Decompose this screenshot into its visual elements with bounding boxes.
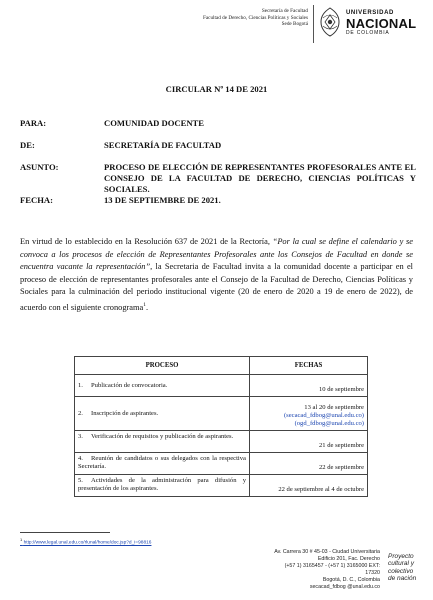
phone-extension: 17320 — [365, 569, 380, 576]
slogan-line: colectivo — [388, 567, 414, 575]
table-row — [75, 475, 368, 497]
de-value: SECRETARÍA DE FACULTAD — [104, 140, 222, 150]
para-label: PARA: — [20, 118, 47, 128]
proceso-cell — [75, 431, 250, 453]
fecha-text: 13 al 20 de septiembre — [304, 404, 364, 411]
address-line: Av. Carrera 30 # 45-03 - Ciudad Universitaria — [274, 549, 380, 555]
circular-title: CIRCULAR Nº 14 DE 2021 — [165, 84, 268, 94]
row-number: 2. — [78, 409, 83, 417]
table-row — [75, 375, 368, 397]
resolution-quote: “Por la cual se define el calendario y se convoca a los procesos de elección de Representantes Profesorales ante los Consejos de Facultad en donde se encuentra vacante la representación” — [20, 237, 413, 272]
table-header-row — [75, 357, 368, 375]
row-number: 3. — [78, 433, 83, 440]
university-logo — [346, 10, 431, 37]
fecha-label: FECHA: — [20, 195, 53, 205]
table-row — [75, 397, 368, 431]
city-line: Bogotá, D. C., Colombia — [322, 576, 380, 583]
fecha-text: 21 de septiembre — [318, 442, 364, 449]
footer-slogan — [388, 553, 432, 582]
proceso-text: Verificación de requisitos y publicación de aspirantes. — [91, 433, 234, 440]
proceso-text: Publicación de convocatoria. — [91, 381, 168, 389]
university-seal-icon — [317, 6, 343, 38]
row-number: 1. — [78, 381, 83, 389]
table-row — [75, 453, 368, 475]
office-header — [200, 8, 308, 28]
fecha-cell — [250, 453, 368, 475]
slogan-line: cultural y — [388, 560, 415, 568]
university-word: UNIVERSIDAD — [346, 10, 394, 16]
faculty-name: Facultad de Derecho, Ciencias Políticas y Sociales — [202, 14, 308, 21]
footnote-mark: 1 — [20, 537, 23, 542]
proceso-text: Reunión de candidatos o sus delegados con la respectiva Secretaría. — [78, 455, 246, 470]
email-link[interactable]: (ogd_fdbog@unal.edu.co) — [294, 420, 364, 427]
slogan-line: de nación — [388, 574, 417, 582]
campus-name: Sede Bogotá — [281, 21, 308, 28]
header-divider — [313, 5, 314, 43]
schedule-table — [74, 356, 368, 497]
fecha-cell — [250, 397, 368, 431]
de-label: DE: — [20, 140, 35, 150]
row-number: 5. — [78, 477, 83, 484]
proceso-cell — [75, 453, 250, 475]
office-name: Secretaría de Facultad — [261, 8, 308, 14]
proceso-header: PROCESO — [75, 357, 250, 375]
fechas-header: FECHAS — [250, 357, 368, 375]
email-link[interactable]: (secacad_fdbog@unal.edu.co) — [283, 412, 364, 419]
university-name: NACIONAL — [346, 16, 417, 31]
fecha-text: 22 de septiembre al 4 de octubre — [278, 486, 364, 493]
row-number: 4. — [78, 455, 83, 462]
university-country: DE COLOMBIA — [346, 30, 390, 36]
asunto-label: ASUNTO: — [20, 162, 59, 172]
address-line: Edificio 201, Fac. Derecho — [317, 555, 380, 562]
proceso-cell — [75, 475, 250, 497]
footer-address — [228, 549, 380, 590]
body-end: . — [146, 302, 149, 312]
footnote-link[interactable]: http://www.legal.unal.edu.co/rlunal/home/doc.jsp?d_i=98816 — [23, 540, 152, 546]
footnote-divider — [20, 532, 110, 533]
fecha-cell — [250, 375, 368, 397]
body-intro: En virtud de lo establecido en la Resolución 637 de 2021 de la Rectoría, — [20, 237, 273, 246]
fecha-cell — [250, 431, 368, 453]
fecha-value: 13 DE SEPTIEMBRE DE 2021. — [104, 195, 221, 205]
body-main: , la Secretaria de Facultad invita a la comunidad docente a participar en el proceso de elección de representantes profesorales ante el Consejo de la Facultad de Derecho, Ciencias Políticas y Sociales para la culminación del periodo institucional vigente (20 de enero de 2020 a 19 de enero de 2022), de acuerdo con el siguiente cronograma — [20, 262, 413, 312]
footnote — [20, 537, 151, 546]
fecha-text: 22 de septiembre — [318, 464, 364, 471]
proceso-text: Inscripción de aspirantes. — [91, 409, 159, 417]
proceso-cell — [75, 397, 250, 431]
body-paragraph — [20, 236, 413, 314]
footnote-reference[interactable]: 1 — [143, 301, 146, 308]
table-row — [75, 431, 368, 453]
proceso-text: Actividades de la administración para difusión y presentación de los aspirantes. — [78, 477, 246, 492]
slogan-line: Proyecto — [388, 553, 414, 560]
fecha-text: 10 de septiembre — [318, 386, 364, 393]
para-value: COMUNIDAD DOCENTE — [104, 118, 205, 128]
phone-line: (+57 1) 3165457 - (+57 1) 3165000 EXT: — [284, 562, 380, 569]
proceso-cell — [75, 375, 250, 397]
fecha-cell — [250, 475, 368, 497]
footer-email[interactable]: secacad_fdbog @unal.edu.co — [309, 583, 380, 590]
asunto-value: PROCESO DE ELECCIÓN DE REPRESENTANTES PROFESORALES ANTE EL CONSEJO DE LA FACULTAD DE DERECHO, CIENCIAS POLÍTICAS Y SOCIALES. — [104, 162, 416, 194]
